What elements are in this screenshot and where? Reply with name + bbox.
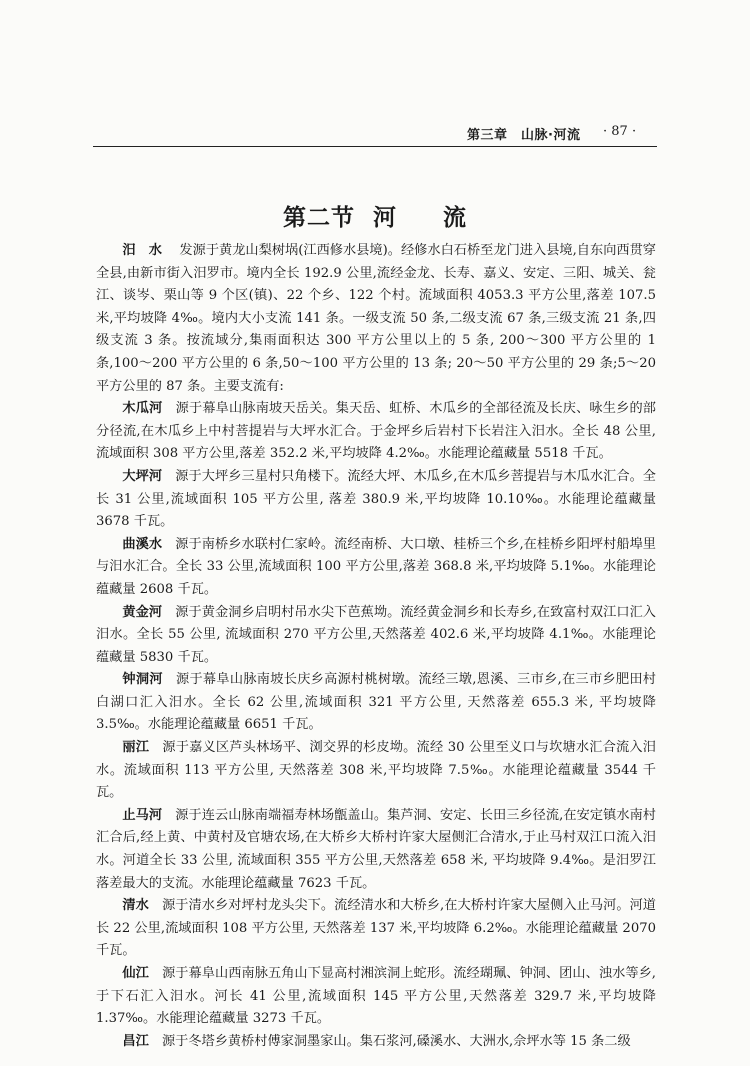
paragraph-dapinghe <box>96 466 656 534</box>
river-name: 止马河 <box>122 807 163 823</box>
river-description: 源于清水乡对坪村龙头尖下。流经清水和大桥乡,在大桥村许家大屋侧入止马河。河道长 22 公里,流域面积 108 平方公里, 天然落差 137 米,平均坡降 6.2‰。水能理论蕴藏量 2070 千瓦。 <box>96 898 656 959</box>
river-name: 曲溪水 <box>122 536 163 552</box>
paragraph-zhimahe <box>96 805 656 895</box>
river-description: 源于冬塔乡黄桥村傅家洞墨家山。集石浆河,磉溪水、大洲水,佘坪水等 15 条二级 <box>161 1033 631 1049</box>
river-name: 昌江 <box>122 1033 149 1049</box>
river-name: 丽江 <box>122 740 150 756</box>
section-title <box>0 199 750 232</box>
river-description: 源于幕阜山脉南坡天岳关。集天岳、虹桥、木瓜乡的全部径流及长庆、咏生乡的部分径流,在木瓜乡上中村菩提岩与大坪水汇合。于金坪乡后岩村下长岩注入汨水。全长 48 公里,流域面积 308 平方公里,落差 352.2 米,平均坡降 4.2‰。水能理论蕴藏量 5518 千瓦。 <box>96 401 656 462</box>
body-text <box>96 240 656 1053</box>
paragraph-mishui <box>96 240 656 398</box>
river-name: 木瓜河 <box>122 401 163 417</box>
river-name: 仙江 <box>122 966 149 981</box>
section-title-part-1: 河 <box>373 205 397 231</box>
paragraph-changjiang <box>96 1031 656 1054</box>
river-description: 源于嘉义区芦头林场平、浏交界的杉皮坳。流经 30 公里至义口与坎塘水汇合流入汨水。流域面积 113 平方公里, 天然落差 308 米,平均坡降 7.5‰。水能理论蕴藏量 3544 千瓦。 <box>96 740 656 801</box>
paragraph-qingshui <box>96 895 656 963</box>
paragraph-lijiang <box>96 737 656 805</box>
river-description: 源于黄金洞乡启明村吊水尖下芭蕉坳。流经黄金洞乡和长寿乡,在致富村双江口汇入汨水。全长 55 公里, 流域面积 270 平方公里,天然落差 402.6 米,平均坡降 4.1‰。水能理论蕴藏量 5830 千瓦。 <box>96 604 656 665</box>
river-name: 清水 <box>122 898 149 914</box>
section-title-part-2: 流 <box>443 205 467 231</box>
page-number: · 87 · <box>603 124 637 139</box>
paragraph-xianjiang <box>96 963 656 1031</box>
river-description: 源于幕阜山西南脉五角山下显高村湘滨洞上蛇形。流经瑚珮、钟洞、团山、浊水等乡,于下石汇入汨水。河长 41 公里,流域面积 145 平方公里,天然落差 329.7 米,平均坡降 1.37‰。水能理论蕴藏量 3273 千瓦。 <box>96 966 656 1027</box>
river-name: 大坪河 <box>122 468 163 484</box>
river-name: 钟洞河 <box>122 672 163 688</box>
chapter-title: 第三章 山脉·河流 <box>467 128 581 143</box>
section-number: 第二节 <box>283 205 355 231</box>
river-name: 黄金河 <box>122 604 163 620</box>
river-description: 发源于黄龙山梨树埚(江西修水县境)。经修水白石桥至龙门进入县境,自东向西贯穿全县,由新市街入汨罗市。境内全长 192.9 公里,流经金龙、长寿、嘉义、安定、三阳、城关、瓮江、谈岑、栗山等 9 个区(镇)、22 个乡、122 个村。流域面积 4053.3 平方公里,落差 107.5 米,平均坡降 4‰。境内大小支流 141 条。一级支流 50 条,二级支流 67 条,三级支流 21 条,四级支流 3 条。按流域分,集雨面积达 300 平方公里以上的 5 条, 200～300 平方公里的 1 条,100～200 平方公里的 6 条,50～100 平方公里的 13 条; 20～50 平方公里的 29 条;5～20 平方公里的 87 条。主要支流有: <box>96 243 656 394</box>
header-rule <box>93 146 657 147</box>
paragraph-quxishui <box>96 534 656 602</box>
river-description: 源于幕阜山脉南坡长庆乡高源村桃树墩。流经三墩,恩溪、三市乡,在三市乡肥田村白湖口汇入汨水。全长 62 公里,流域面积 321 平方公里, 天然落差 655.3 米, 平均坡降 3.5‰。水能理论蕴藏量 6651 千瓦。 <box>96 672 656 733</box>
paragraph-muguahe <box>96 398 656 466</box>
paragraph-zhongdonghe <box>96 669 656 737</box>
river-description: 源于连云山脉南端福寿林场甑盖山。集芦洞、安定、长田三乡径流,在安定镇水南村汇合后,经上黄、中黄村及官塘农场,在大桥乡大桥村许家大屋侧汇合清水,于止马村双江口流入汨水。河道全长 33 公里, 流域面积 355 平方公里,天然落差 658 米, 平均坡降 9.4‰。是汨罗江落差最大的支流。水能理论蕴藏量 7623 千瓦。 <box>96 807 656 891</box>
river-description: 源于南桥乡水联村仁家岭。流经南桥、大口墩、桂桥三个乡,在桂桥乡阳坪村船埠里与汨水汇合。全长 33 公里,流域面积 100 平方公里,落差 368.8 米,平均坡降 5.1‰。水能理论蕴藏量 2608 千瓦。 <box>96 536 656 597</box>
paragraph-huangjinhe <box>96 602 656 670</box>
running-head <box>0 124 750 148</box>
river-description: 源于大坪乡三星村只角楼下。流经大坪、木瓜乡,在木瓜乡菩提岩与木瓜水汇合。全长 31 公里,流域面积 105 平方公里, 落差 380.9 米,平均坡降 10.10‰。水能理论蕴藏量 3678 千瓦。 <box>96 468 656 530</box>
river-name: 汨水 <box>122 243 176 258</box>
